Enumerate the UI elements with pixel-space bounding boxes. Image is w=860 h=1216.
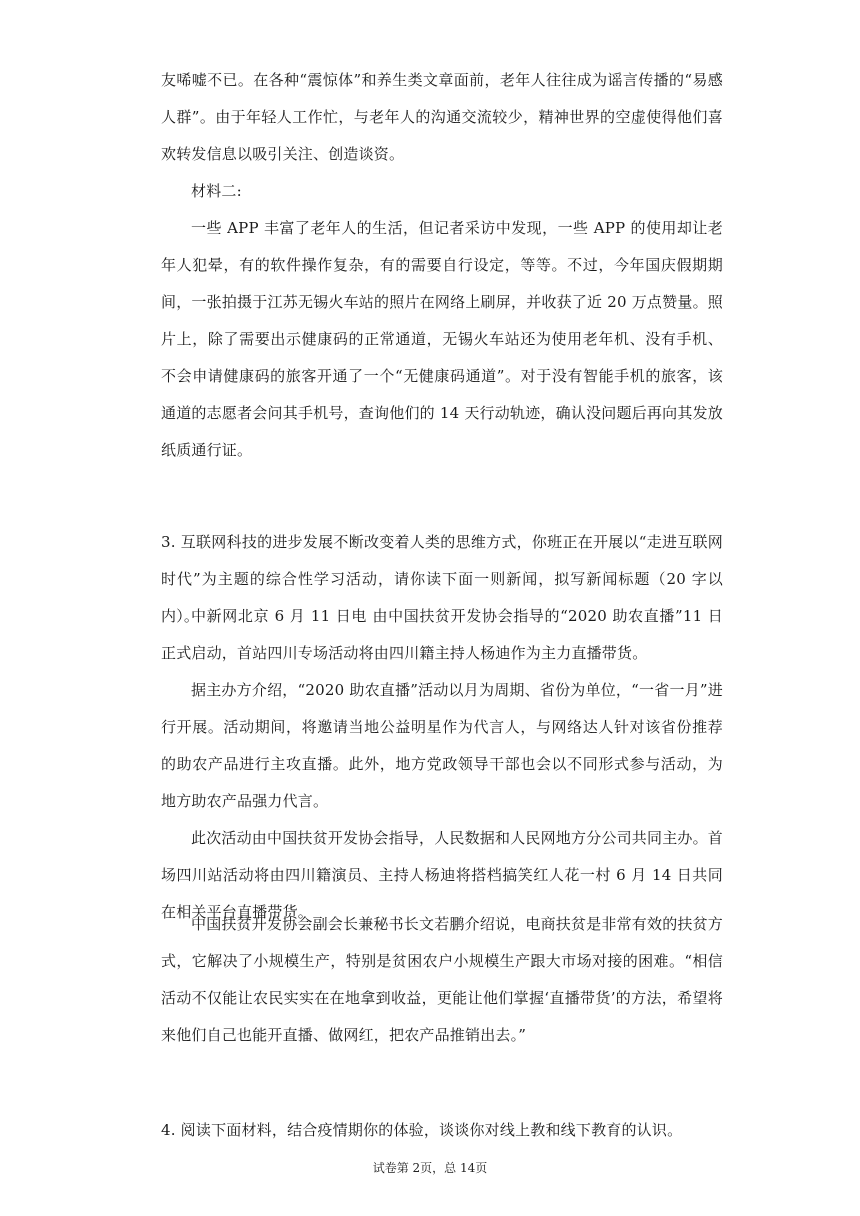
material2-heading: 材料二: xyxy=(191,182,242,200)
question-4-prompt: 4. 阅读下面材料，结合疫情期你的体验，谈谈你对线上教和线下教育的认识。 xyxy=(161,1121,683,1139)
news-paragraph-2: 据主办方介绍，“2020 助农直播”活动以月为周期、省份为单位，“一省一月”进行开展。活动期间，将邀请当地公益明星作为代言人，与网络达人针对该省份推荐的助农产品进行主攻直播。此外，地方党政领导干部也会以不同形式参与活动，为地方助农产品强力代言。 xyxy=(161,681,723,810)
material1-continuation: 友唏嘘不已。在各种“震惊体”和养生类文章面前，老年人往往成为谣言传播的“易感人群”。由于年轻人工作忙，与老年人的沟通交流较少，精神世界的空虚使得他们喜欢转发信息以吸引关注、创造谈资。 xyxy=(161,71,723,163)
news-paragraph-1: 中新网北京 6 月 11 日电 由中国扶贫开发协会指导的“2020 助农直播”11 日正式启动，首站四川专场活动将由四川籍主持人杨迪作为主力直播带货。 xyxy=(161,607,723,662)
question-3-prompt: 3. 互联网科技的进步发展不断改变着人类的思维方式，你班正在开展以“走进互联网时代”为主题的综合性学习活动，请你读下面一则新闻，拟写新闻标题（20 字以内）。 xyxy=(161,533,723,625)
page-footer: 试卷第 2页，总 14页 xyxy=(372,1161,488,1175)
news-paragraph-4: 中国扶贫开发协会副会长兼秘书长文若鹏介绍说，电商扶贫是非常有效的扶贫方式，它解决了小规模生产，特别是贫困农户小规模生产跟大市场对接的困难。“相信活动不仅能让农民实实在在地拿到收益，更能让他们掌握‘直播带货’的方法，希望将来他们自己也能开直播、做网红，把农产品推销出去。” xyxy=(161,915,724,1044)
news-paragraph-3: 此次活动由中国扶贫开发协会指导，人民数据和人民网地方分公司共同主办。首场四川站活动将由四川籍演员、主持人杨迪将搭档搞笑红人花一村 6 月 14 日共同在相关平台直播带货。 xyxy=(161,829,724,921)
material2-body: 一些 APP 丰富了老年人的生活，但记者采访中发现，一些 APP 的使用却让老年人犯晕，有的软件操作复杂，有的需要自行设定，等等。不过，今年国庆假期期间，一张拍摄于江苏无锡火车站的照片在网络上刷屏，并收获了近 20 万点赞量。照片上，除了需要出示健康码的正常通道，无锡火车站还为使用老年机、没有手机、不会申请健康码的旅客开通了一个“无健康码通道”。对于没有智能手机的旅客，该通道的志愿者会问其手机号，查询他们的 14 天行动轨迹，确认没问题后再向其发放纸质通行证。 xyxy=(161,219,723,459)
